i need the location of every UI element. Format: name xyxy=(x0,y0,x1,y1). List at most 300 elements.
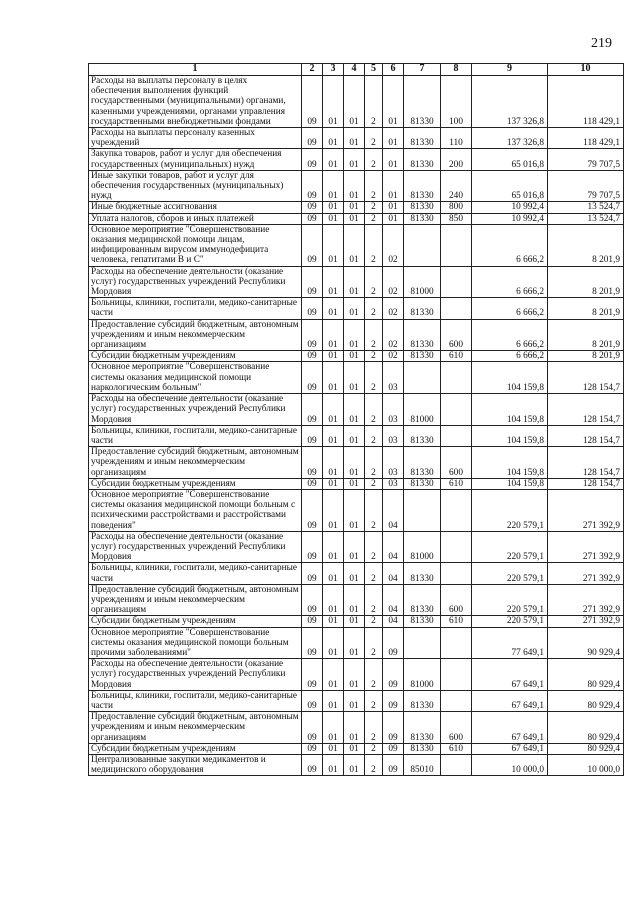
section-code-cell: 01 xyxy=(323,489,344,531)
table-row xyxy=(89,149,624,170)
subsection-code-cell: 01 xyxy=(344,266,365,298)
target-code-cell: 81330 xyxy=(404,170,441,202)
amount-year2-cell: 80 929,4 xyxy=(548,743,624,754)
item-name-cell: Больницы, клиники, госпитали, медико-санитарные части xyxy=(89,563,302,584)
item-name-cell: Расходы на обеспечение деятельности (оказание услуг) государственных учреждений Республики Мордовия xyxy=(89,394,302,426)
target-code-cell: 81330 xyxy=(404,743,441,754)
subprogram-code-cell: 02 xyxy=(383,266,404,298)
target-code-cell: 81330 xyxy=(404,447,441,479)
expense-type-cell xyxy=(441,224,472,266)
program-code-cell: 2 xyxy=(365,170,383,202)
subsection-code-cell: 01 xyxy=(344,76,365,128)
subsection-code-cell: 01 xyxy=(344,447,365,479)
subsection-code-cell: 01 xyxy=(344,743,365,754)
item-name-cell: Субсидии бюджетным учреждениям xyxy=(89,743,302,754)
table-row xyxy=(89,627,624,659)
expense-type-cell xyxy=(441,298,472,319)
amount-year1-cell: 104 159,8 xyxy=(472,478,548,489)
section-code-cell: 01 xyxy=(323,76,344,128)
table-row xyxy=(89,224,624,266)
program-code-cell: 2 xyxy=(365,213,383,224)
subprogram-code-cell: 02 xyxy=(383,351,404,362)
subsection-code-cell: 01 xyxy=(344,319,365,351)
amount-year2-cell: 13 524,7 xyxy=(548,213,624,224)
ministry-code-cell: 09 xyxy=(302,563,323,584)
subprogram-code-cell: 09 xyxy=(383,627,404,659)
item-name-cell: Субсидии бюджетным учреждениям xyxy=(89,478,302,489)
subsection-code-cell: 01 xyxy=(344,425,365,446)
item-name-cell: Основное мероприятие "Совершенствование оказания медицинской помощи лицам, инфицированным вирусом иммунодефицита человека, гепатитами В и С" xyxy=(89,224,302,266)
subsection-code-cell: 01 xyxy=(344,531,365,563)
target-code-cell: 81000 xyxy=(404,266,441,298)
ministry-code-cell: 09 xyxy=(302,478,323,489)
expense-type-cell: 850 xyxy=(441,213,472,224)
amount-year2-cell: 128 154,7 xyxy=(548,362,624,394)
amount-year1-cell: 6 666,2 xyxy=(472,351,548,362)
amount-year2-cell: 8 201,9 xyxy=(548,224,624,266)
subprogram-code-cell: 01 xyxy=(383,76,404,128)
program-code-cell: 2 xyxy=(365,319,383,351)
section-code-cell: 01 xyxy=(323,531,344,563)
program-code-cell: 2 xyxy=(365,489,383,531)
table-row xyxy=(89,76,624,128)
item-name-cell: Предоставление субсидий бюджетным, автономным учреждениям и иным некоммерческим организациям xyxy=(89,712,302,744)
amount-year2-cell: 8 201,9 xyxy=(548,298,624,319)
target-code-cell: 81330 xyxy=(404,298,441,319)
section-code-cell: 01 xyxy=(323,149,344,170)
expense-type-cell: 100 xyxy=(441,76,472,128)
amount-year1-cell: 104 159,8 xyxy=(472,447,548,479)
ministry-code-cell: 09 xyxy=(302,616,323,627)
table-row xyxy=(89,266,624,298)
subprogram-code-cell: 09 xyxy=(383,712,404,744)
subprogram-code-cell: 03 xyxy=(383,394,404,426)
ministry-code-cell: 09 xyxy=(302,755,323,776)
amount-year1-cell: 6 666,2 xyxy=(472,298,548,319)
header-cell: 4 xyxy=(344,64,365,76)
subprogram-code-cell: 09 xyxy=(383,690,404,711)
program-code-cell: 2 xyxy=(365,351,383,362)
ministry-code-cell: 09 xyxy=(302,659,323,691)
amount-year1-cell: 220 579,1 xyxy=(472,616,548,627)
ministry-code-cell: 09 xyxy=(302,149,323,170)
amount-year2-cell: 271 392,9 xyxy=(548,584,624,616)
amount-year2-cell: 128 154,7 xyxy=(548,425,624,446)
amount-year1-cell: 104 159,8 xyxy=(472,362,548,394)
item-name-cell: Расходы на выплаты персоналу в целях обеспечения выполнения функций государственными (муниципальными) органами, казенными учреждениями, органами управления государственными внебюджетными фондами xyxy=(89,76,302,128)
amount-year1-cell: 137 326,8 xyxy=(472,128,548,149)
subprogram-code-cell: 01 xyxy=(383,213,404,224)
header-cell: 10 xyxy=(548,64,624,76)
table-body xyxy=(89,76,624,776)
expense-type-cell: 110 xyxy=(441,128,472,149)
section-code-cell: 01 xyxy=(323,478,344,489)
header-cell: 5 xyxy=(365,64,383,76)
expense-type-cell xyxy=(441,489,472,531)
target-code-cell xyxy=(404,489,441,531)
target-code-cell: 81330 xyxy=(404,351,441,362)
program-code-cell: 2 xyxy=(365,690,383,711)
amount-year1-cell: 10 992,4 xyxy=(472,202,548,213)
header-cell: 3 xyxy=(323,64,344,76)
item-name-cell: Закупка товаров, работ и услуг для обеспечения государственных (муниципальных) нужд xyxy=(89,149,302,170)
table-row xyxy=(89,531,624,563)
program-code-cell: 2 xyxy=(365,531,383,563)
amount-year1-cell: 67 649,1 xyxy=(472,743,548,754)
target-code-cell: 81000 xyxy=(404,531,441,563)
amount-year1-cell: 67 649,1 xyxy=(472,659,548,691)
section-code-cell: 01 xyxy=(323,425,344,446)
ministry-code-cell: 09 xyxy=(302,202,323,213)
amount-year2-cell: 128 154,7 xyxy=(548,478,624,489)
header-cell: 1 xyxy=(89,64,302,76)
subsection-code-cell: 01 xyxy=(344,298,365,319)
item-name-cell: Иные закупки товаров, работ и услуг для обеспечения государственных (муниципальных) нужд xyxy=(89,170,302,202)
amount-year1-cell: 67 649,1 xyxy=(472,690,548,711)
subprogram-code-cell: 09 xyxy=(383,755,404,776)
item-name-cell: Иные бюджетные ассигнования xyxy=(89,202,302,213)
ministry-code-cell: 09 xyxy=(302,743,323,754)
target-code-cell: 81330 xyxy=(404,478,441,489)
header-cell: 7 xyxy=(404,64,441,76)
table-row xyxy=(89,213,624,224)
subsection-code-cell: 01 xyxy=(344,351,365,362)
subprogram-code-cell: 03 xyxy=(383,425,404,446)
amount-year1-cell: 65 016,8 xyxy=(472,149,548,170)
subsection-code-cell: 01 xyxy=(344,690,365,711)
table-row xyxy=(89,170,624,202)
table-row xyxy=(89,128,624,149)
header-cell: 9 xyxy=(472,64,548,76)
target-code-cell: 81330 xyxy=(404,690,441,711)
amount-year1-cell: 67 649,1 xyxy=(472,712,548,744)
amount-year2-cell: 128 154,7 xyxy=(548,394,624,426)
expense-type-cell: 600 xyxy=(441,712,472,744)
table-row xyxy=(89,690,624,711)
target-code-cell xyxy=(404,627,441,659)
amount-year1-cell: 220 579,1 xyxy=(472,489,548,531)
subprogram-code-cell: 04 xyxy=(383,489,404,531)
subsection-code-cell: 01 xyxy=(344,584,365,616)
item-name-cell: Основное мероприятие "Совершенствование системы оказания медицинской помощи больным с психическими расстройствами и расстройствами поведения" xyxy=(89,489,302,531)
amount-year1-cell: 6 666,2 xyxy=(472,266,548,298)
target-code-cell: 81330 xyxy=(404,202,441,213)
ministry-code-cell: 09 xyxy=(302,213,323,224)
table-row xyxy=(89,298,624,319)
amount-year2-cell: 79 707,5 xyxy=(548,170,624,202)
ministry-code-cell: 09 xyxy=(302,319,323,351)
expense-type-cell xyxy=(441,266,472,298)
section-code-cell: 01 xyxy=(323,170,344,202)
program-code-cell: 2 xyxy=(365,224,383,266)
program-code-cell: 2 xyxy=(365,616,383,627)
expense-type-cell: 600 xyxy=(441,447,472,479)
subprogram-code-cell: 01 xyxy=(383,170,404,202)
ministry-code-cell: 09 xyxy=(302,224,323,266)
budget-table xyxy=(88,63,624,776)
amount-year2-cell: 80 929,4 xyxy=(548,690,624,711)
section-code-cell: 01 xyxy=(323,351,344,362)
item-name-cell: Субсидии бюджетным учреждениям xyxy=(89,351,302,362)
table-row xyxy=(89,755,624,776)
expense-type-cell: 610 xyxy=(441,351,472,362)
item-name-cell: Предоставление субсидий бюджетным, автономным учреждениям и иным некоммерческим организациям xyxy=(89,447,302,479)
subprogram-code-cell: 03 xyxy=(383,478,404,489)
item-name-cell: Расходы на обеспечение деятельности (оказание услуг) государственных учреждений Республики Мордовия xyxy=(89,659,302,691)
amount-year2-cell: 79 707,5 xyxy=(548,149,624,170)
item-name-cell: Основное мероприятие "Совершенствование системы оказания медицинской помощи наркологическим больным" xyxy=(89,362,302,394)
subsection-code-cell: 01 xyxy=(344,616,365,627)
amount-year2-cell: 271 392,9 xyxy=(548,489,624,531)
subsection-code-cell: 01 xyxy=(344,170,365,202)
section-code-cell: 01 xyxy=(323,213,344,224)
program-code-cell: 2 xyxy=(365,659,383,691)
expense-type-cell xyxy=(441,627,472,659)
amount-year2-cell: 8 201,9 xyxy=(548,319,624,351)
expense-type-cell: 600 xyxy=(441,319,472,351)
target-code-cell: 81330 xyxy=(404,616,441,627)
ministry-code-cell: 09 xyxy=(302,170,323,202)
subsection-code-cell: 01 xyxy=(344,202,365,213)
expense-type-cell xyxy=(441,394,472,426)
program-code-cell: 2 xyxy=(365,743,383,754)
expense-type-cell: 800 xyxy=(441,202,472,213)
program-code-cell: 2 xyxy=(365,298,383,319)
page-number: 219 xyxy=(591,36,612,51)
ministry-code-cell: 09 xyxy=(302,266,323,298)
program-code-cell: 2 xyxy=(365,425,383,446)
amount-year2-cell: 128 154,7 xyxy=(548,447,624,479)
program-code-cell: 2 xyxy=(365,563,383,584)
subprogram-code-cell: 04 xyxy=(383,563,404,584)
amount-year2-cell: 271 392,9 xyxy=(548,531,624,563)
program-code-cell: 2 xyxy=(365,584,383,616)
amount-year1-cell: 10 000,0 xyxy=(472,755,548,776)
subsection-code-cell: 01 xyxy=(344,128,365,149)
table-row xyxy=(89,362,624,394)
section-code-cell: 01 xyxy=(323,298,344,319)
subsection-code-cell: 01 xyxy=(344,149,365,170)
table-row xyxy=(89,659,624,691)
ministry-code-cell: 09 xyxy=(302,489,323,531)
subprogram-code-cell: 09 xyxy=(383,659,404,691)
ministry-code-cell: 09 xyxy=(302,447,323,479)
target-code-cell: 81330 xyxy=(404,128,441,149)
amount-year1-cell: 137 326,8 xyxy=(472,76,548,128)
target-code-cell: 81330 xyxy=(404,584,441,616)
section-code-cell: 01 xyxy=(323,319,344,351)
target-code-cell xyxy=(404,224,441,266)
subprogram-code-cell: 01 xyxy=(383,202,404,213)
subprogram-code-cell: 01 xyxy=(383,149,404,170)
subsection-code-cell: 01 xyxy=(344,362,365,394)
amount-year1-cell: 220 579,1 xyxy=(472,531,548,563)
amount-year1-cell: 77 649,1 xyxy=(472,627,548,659)
program-code-cell: 2 xyxy=(365,76,383,128)
item-name-cell: Предоставление субсидий бюджетным, автономным учреждениям и иным некоммерческим организациям xyxy=(89,319,302,351)
table-row xyxy=(89,447,624,479)
table-row xyxy=(89,712,624,744)
section-code-cell: 01 xyxy=(323,616,344,627)
subprogram-code-cell: 02 xyxy=(383,298,404,319)
program-code-cell: 2 xyxy=(365,394,383,426)
subprogram-code-cell: 02 xyxy=(383,224,404,266)
expense-type-cell: 200 xyxy=(441,149,472,170)
expense-type-cell: 610 xyxy=(441,616,472,627)
amount-year1-cell: 220 579,1 xyxy=(472,563,548,584)
ministry-code-cell: 09 xyxy=(302,627,323,659)
section-code-cell: 01 xyxy=(323,128,344,149)
section-code-cell: 01 xyxy=(323,755,344,776)
program-code-cell: 2 xyxy=(365,447,383,479)
section-code-cell: 01 xyxy=(323,394,344,426)
table-row xyxy=(89,202,624,213)
expense-type-cell xyxy=(441,755,472,776)
amount-year2-cell: 80 929,4 xyxy=(548,659,624,691)
program-code-cell: 2 xyxy=(365,202,383,213)
amount-year2-cell: 271 392,9 xyxy=(548,616,624,627)
amount-year1-cell: 6 666,2 xyxy=(472,224,548,266)
ministry-code-cell: 09 xyxy=(302,531,323,563)
subsection-code-cell: 01 xyxy=(344,755,365,776)
subprogram-code-cell: 01 xyxy=(383,128,404,149)
subprogram-code-cell: 03 xyxy=(383,447,404,479)
ministry-code-cell: 09 xyxy=(302,425,323,446)
table-row xyxy=(89,616,624,627)
header-cell: 2 xyxy=(302,64,323,76)
subsection-code-cell: 01 xyxy=(344,563,365,584)
subprogram-code-cell: 04 xyxy=(383,584,404,616)
table-row xyxy=(89,394,624,426)
amount-year1-cell: 10 992,4 xyxy=(472,213,548,224)
item-name-cell: Расходы на выплаты персоналу казенных учреждений xyxy=(89,128,302,149)
subsection-code-cell: 01 xyxy=(344,478,365,489)
ministry-code-cell: 09 xyxy=(302,394,323,426)
target-code-cell: 81000 xyxy=(404,659,441,691)
amount-year2-cell: 80 929,4 xyxy=(548,712,624,744)
section-code-cell: 01 xyxy=(323,659,344,691)
program-code-cell: 2 xyxy=(365,478,383,489)
section-code-cell: 01 xyxy=(323,584,344,616)
table-row xyxy=(89,584,624,616)
ministry-code-cell: 09 xyxy=(302,298,323,319)
amount-year1-cell: 104 159,8 xyxy=(472,425,548,446)
section-code-cell: 01 xyxy=(323,743,344,754)
amount-year1-cell: 220 579,1 xyxy=(472,584,548,616)
program-code-cell: 2 xyxy=(365,362,383,394)
section-code-cell: 01 xyxy=(323,690,344,711)
section-code-cell: 01 xyxy=(323,224,344,266)
section-code-cell: 01 xyxy=(323,563,344,584)
ministry-code-cell: 09 xyxy=(302,362,323,394)
item-name-cell: Предоставление субсидий бюджетным, автономным учреждениям и иным некоммерческим организациям xyxy=(89,584,302,616)
subprogram-code-cell: 02 xyxy=(383,319,404,351)
program-code-cell: 2 xyxy=(365,266,383,298)
expense-type-cell xyxy=(441,362,472,394)
item-name-cell: Уплата налогов, сборов и иных платежей xyxy=(89,213,302,224)
table-row xyxy=(89,478,624,489)
program-code-cell: 2 xyxy=(365,149,383,170)
ministry-code-cell: 09 xyxy=(302,76,323,128)
program-code-cell: 2 xyxy=(365,627,383,659)
ministry-code-cell: 09 xyxy=(302,584,323,616)
subprogram-code-cell: 09 xyxy=(383,743,404,754)
subprogram-code-cell: 04 xyxy=(383,531,404,563)
target-code-cell: 81000 xyxy=(404,394,441,426)
target-code-cell: 85010 xyxy=(404,755,441,776)
ministry-code-cell: 09 xyxy=(302,128,323,149)
program-code-cell: 2 xyxy=(365,128,383,149)
expense-type-cell xyxy=(441,425,472,446)
item-name-cell: Расходы на обеспечение деятельности (оказание услуг) государственных учреждений Республики Мордовия xyxy=(89,266,302,298)
target-code-cell: 81330 xyxy=(404,319,441,351)
target-code-cell xyxy=(404,362,441,394)
item-name-cell: Субсидии бюджетным учреждениям xyxy=(89,616,302,627)
header-cell: 6 xyxy=(383,64,404,76)
expense-type-cell: 240 xyxy=(441,170,472,202)
section-code-cell: 01 xyxy=(323,627,344,659)
table-row xyxy=(89,563,624,584)
target-code-cell: 81330 xyxy=(404,213,441,224)
subsection-code-cell: 01 xyxy=(344,394,365,426)
program-code-cell: 2 xyxy=(365,712,383,744)
target-code-cell: 81330 xyxy=(404,425,441,446)
amount-year1-cell: 65 016,8 xyxy=(472,170,548,202)
amount-year2-cell: 10 000,0 xyxy=(548,755,624,776)
section-code-cell: 01 xyxy=(323,362,344,394)
expense-type-cell xyxy=(441,659,472,691)
expense-type-cell xyxy=(441,690,472,711)
expense-type-cell: 610 xyxy=(441,478,472,489)
program-code-cell: 2 xyxy=(365,755,383,776)
item-name-cell: Расходы на обеспечение деятельности (оказание услуг) государственных учреждений Республики Мордовия xyxy=(89,531,302,563)
section-code-cell: 01 xyxy=(323,447,344,479)
ministry-code-cell: 09 xyxy=(302,690,323,711)
target-code-cell: 81330 xyxy=(404,563,441,584)
amount-year2-cell: 8 201,9 xyxy=(548,266,624,298)
item-name-cell: Больницы, клиники, госпитали, медико-санитарные части xyxy=(89,425,302,446)
section-code-cell: 01 xyxy=(323,202,344,213)
subsection-code-cell: 01 xyxy=(344,627,365,659)
target-code-cell: 81330 xyxy=(404,149,441,170)
table-row xyxy=(89,743,624,754)
header-cell: 8 xyxy=(441,64,472,76)
target-code-cell: 81330 xyxy=(404,76,441,128)
table-row xyxy=(89,351,624,362)
amount-year2-cell: 90 929,4 xyxy=(548,627,624,659)
expense-type-cell: 600 xyxy=(441,584,472,616)
subsection-code-cell: 01 xyxy=(344,224,365,266)
expense-type-cell xyxy=(441,531,472,563)
item-name-cell: Основное мероприятие "Совершенствование системы оказания медицинской помощи больным прочими заболеваниями" xyxy=(89,627,302,659)
target-code-cell: 81330 xyxy=(404,712,441,744)
item-name-cell: Централизованные закупки медикаментов и медицинского оборудования xyxy=(89,755,302,776)
amount-year2-cell: 118 429,1 xyxy=(548,128,624,149)
expense-type-cell xyxy=(441,563,472,584)
subprogram-code-cell: 03 xyxy=(383,362,404,394)
expense-type-cell: 610 xyxy=(441,743,472,754)
amount-year2-cell: 271 392,9 xyxy=(548,563,624,584)
table-row xyxy=(89,319,624,351)
subsection-code-cell: 01 xyxy=(344,712,365,744)
subprogram-code-cell: 04 xyxy=(383,616,404,627)
amount-year2-cell: 8 201,9 xyxy=(548,351,624,362)
subsection-code-cell: 01 xyxy=(344,659,365,691)
table-row xyxy=(89,425,624,446)
subsection-code-cell: 01 xyxy=(344,213,365,224)
amount-year2-cell: 118 429,1 xyxy=(548,76,624,128)
amount-year1-cell: 6 666,2 xyxy=(472,319,548,351)
